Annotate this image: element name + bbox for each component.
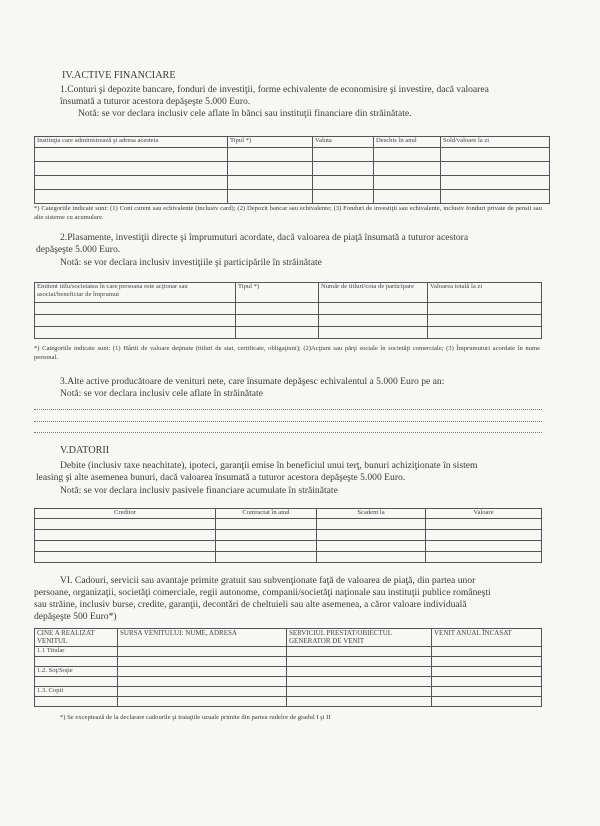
header-issuer: Emitent titlu/societatea în care persoana este acţionar sau asociat/beneficiar de împrumut bbox=[35, 283, 236, 303]
header-opened-year: Deschis în anul bbox=[374, 137, 441, 148]
header-annual-income: VENIT ANUAL ÎNCASAT bbox=[432, 629, 542, 647]
table-row bbox=[35, 647, 542, 657]
p3-line1: 3.Alte active producătoare de venituri nete, care însumate depăşesc echivalentul a 5.000 Euro pe an: bbox=[60, 376, 445, 387]
header-who: CINE A REALIZAT VENITUL bbox=[35, 629, 118, 647]
row-label-spouse: 1.2. Soţ/Soţie bbox=[35, 667, 118, 677]
table-row bbox=[35, 519, 542, 530]
p2-line1: 2.Plasamente, investiţii directe şi împrumuturi acordate, dacă valoarea de piaţă însumată a tuturor acestora bbox=[60, 232, 469, 243]
table-row bbox=[35, 657, 542, 667]
header-type: Tipul *) bbox=[228, 137, 313, 148]
table-row bbox=[35, 303, 542, 315]
debts-line2: leasing şi alte asemenea bunuri, dacă valoarea însumată a tuturor acestora depăşeşte 5.000 Euro. bbox=[36, 472, 406, 483]
gifts-line2: persoane, organizaţii, societăţi comerciale, regii autonome, companii/societăţi naţionale sau instituţii publice româneşti bbox=[34, 587, 491, 598]
dotted-line bbox=[34, 421, 542, 422]
table-row bbox=[35, 176, 550, 190]
table-gifts bbox=[34, 628, 542, 707]
table-investments bbox=[34, 282, 542, 339]
header-share-count: Număr de titluri/cota de participare bbox=[319, 283, 428, 303]
table-row bbox=[35, 541, 542, 552]
header-balance: Sold/valoare la zi bbox=[441, 137, 550, 148]
table-accounts bbox=[34, 136, 550, 204]
table-row bbox=[35, 162, 550, 176]
header-due-date: Scadent la bbox=[317, 509, 426, 519]
gifts-footnote: *) Se exceptează de la declarare cadourile şi trataţiile uzuale primite din partea rudelor de gradul I şi II bbox=[60, 714, 331, 721]
header-source: SURSA VENITULUI: NUME, ADRESA bbox=[118, 629, 287, 647]
header-creditor: Creditor bbox=[35, 509, 216, 519]
section-v-title: V.DATORII bbox=[60, 445, 110, 456]
p1-line1: 1.Conturi şi depozite bancare, fonduri de investiţii, forme echivalente de economisire şi investire, dacă valoarea bbox=[60, 84, 489, 95]
row-label-holder: 1.1 Titular bbox=[35, 647, 118, 657]
header-institution: Instituţia care administrează şi adresa acesteia bbox=[35, 137, 228, 148]
p1-line2: însumată a tuturor acestora depăşeşte 5.000 Euro. bbox=[60, 96, 251, 107]
table-row bbox=[35, 552, 542, 563]
dotted-line bbox=[34, 432, 542, 433]
row-label-children: 1.3. Copii bbox=[35, 687, 118, 697]
header-currency: Valuta bbox=[313, 137, 374, 148]
section-iv-title: IV.ACTIVE FINANCIARE bbox=[62, 70, 176, 81]
table-row bbox=[35, 190, 550, 204]
header-value: Valoare bbox=[426, 509, 542, 519]
p1-note: Notă: se vor declara inclusiv cele aflate în bănci sau instituţii financiare din străinătate. bbox=[78, 108, 412, 119]
table-debts bbox=[34, 508, 542, 563]
table-row bbox=[35, 687, 542, 697]
table-row bbox=[35, 677, 542, 687]
table2-footnote: *) Categoriile indicate sunt: (1) Hârtii de valoare deţinute (titluri de stat, certificate, obligaţiuni); (2)Acţiuni sau părţi sociale în societăţi comerciale; (3) Împrumuturi acordate în nume personal. bbox=[34, 345, 540, 361]
header-total-value: Valoarea totală la zi bbox=[428, 283, 542, 303]
p2-note: Notă: se vor declara inclusiv investiţiile şi participările în străinătate bbox=[60, 257, 322, 268]
gifts-line1: VI. Cadouri, servicii sau avantaje primite gratuit sau subvenţionate faţă de valoarea de piaţă, din partea unor bbox=[60, 575, 476, 586]
table-row bbox=[35, 327, 542, 339]
table-row bbox=[35, 148, 550, 162]
p2-line2: depăşeşte 5.000 Euro. bbox=[36, 244, 121, 255]
debts-line1: Debite (inclusiv taxe neachitate), ipoteci, garanţii emise în beneficiul unui terţ, bunuri achiziţionate în sistem bbox=[60, 460, 478, 471]
table-row bbox=[35, 697, 542, 707]
gifts-line4: depăşeşte 500 Euro*) bbox=[34, 611, 117, 622]
gifts-line3: sau străine, inclusiv burse, credite, garanţii, decontări de cheltuieli sau alte asemenea, a căror valoare individuală bbox=[34, 599, 467, 610]
table-row bbox=[35, 667, 542, 677]
table-row bbox=[35, 315, 542, 327]
header-service: SERVICIUL PRESTAT/OBIECTUL GENERATOR DE VENIT bbox=[287, 629, 432, 647]
debts-note: Notă: se vor declara inclusiv pasivele financiare acumulate în străinătate bbox=[60, 485, 338, 496]
dotted-line bbox=[34, 409, 542, 410]
table-row bbox=[35, 530, 542, 541]
header-type: Tipul *) bbox=[236, 283, 319, 303]
table1-footnote: *) Categoriile indicate sunt: (1) Cont curent sau echivalente (inclusiv card); (2) Depozit bancar sau echivalente; (3) Fonduri de investiţii sau echivalente, inclusiv fonduri private de pensii sau alte sisteme cu acumulare. bbox=[34, 205, 542, 221]
header-contracted-year: Contractat în anul bbox=[216, 509, 317, 519]
p3-note: Notă: se vor declara inclusiv cele aflate în străinătate bbox=[60, 388, 263, 399]
